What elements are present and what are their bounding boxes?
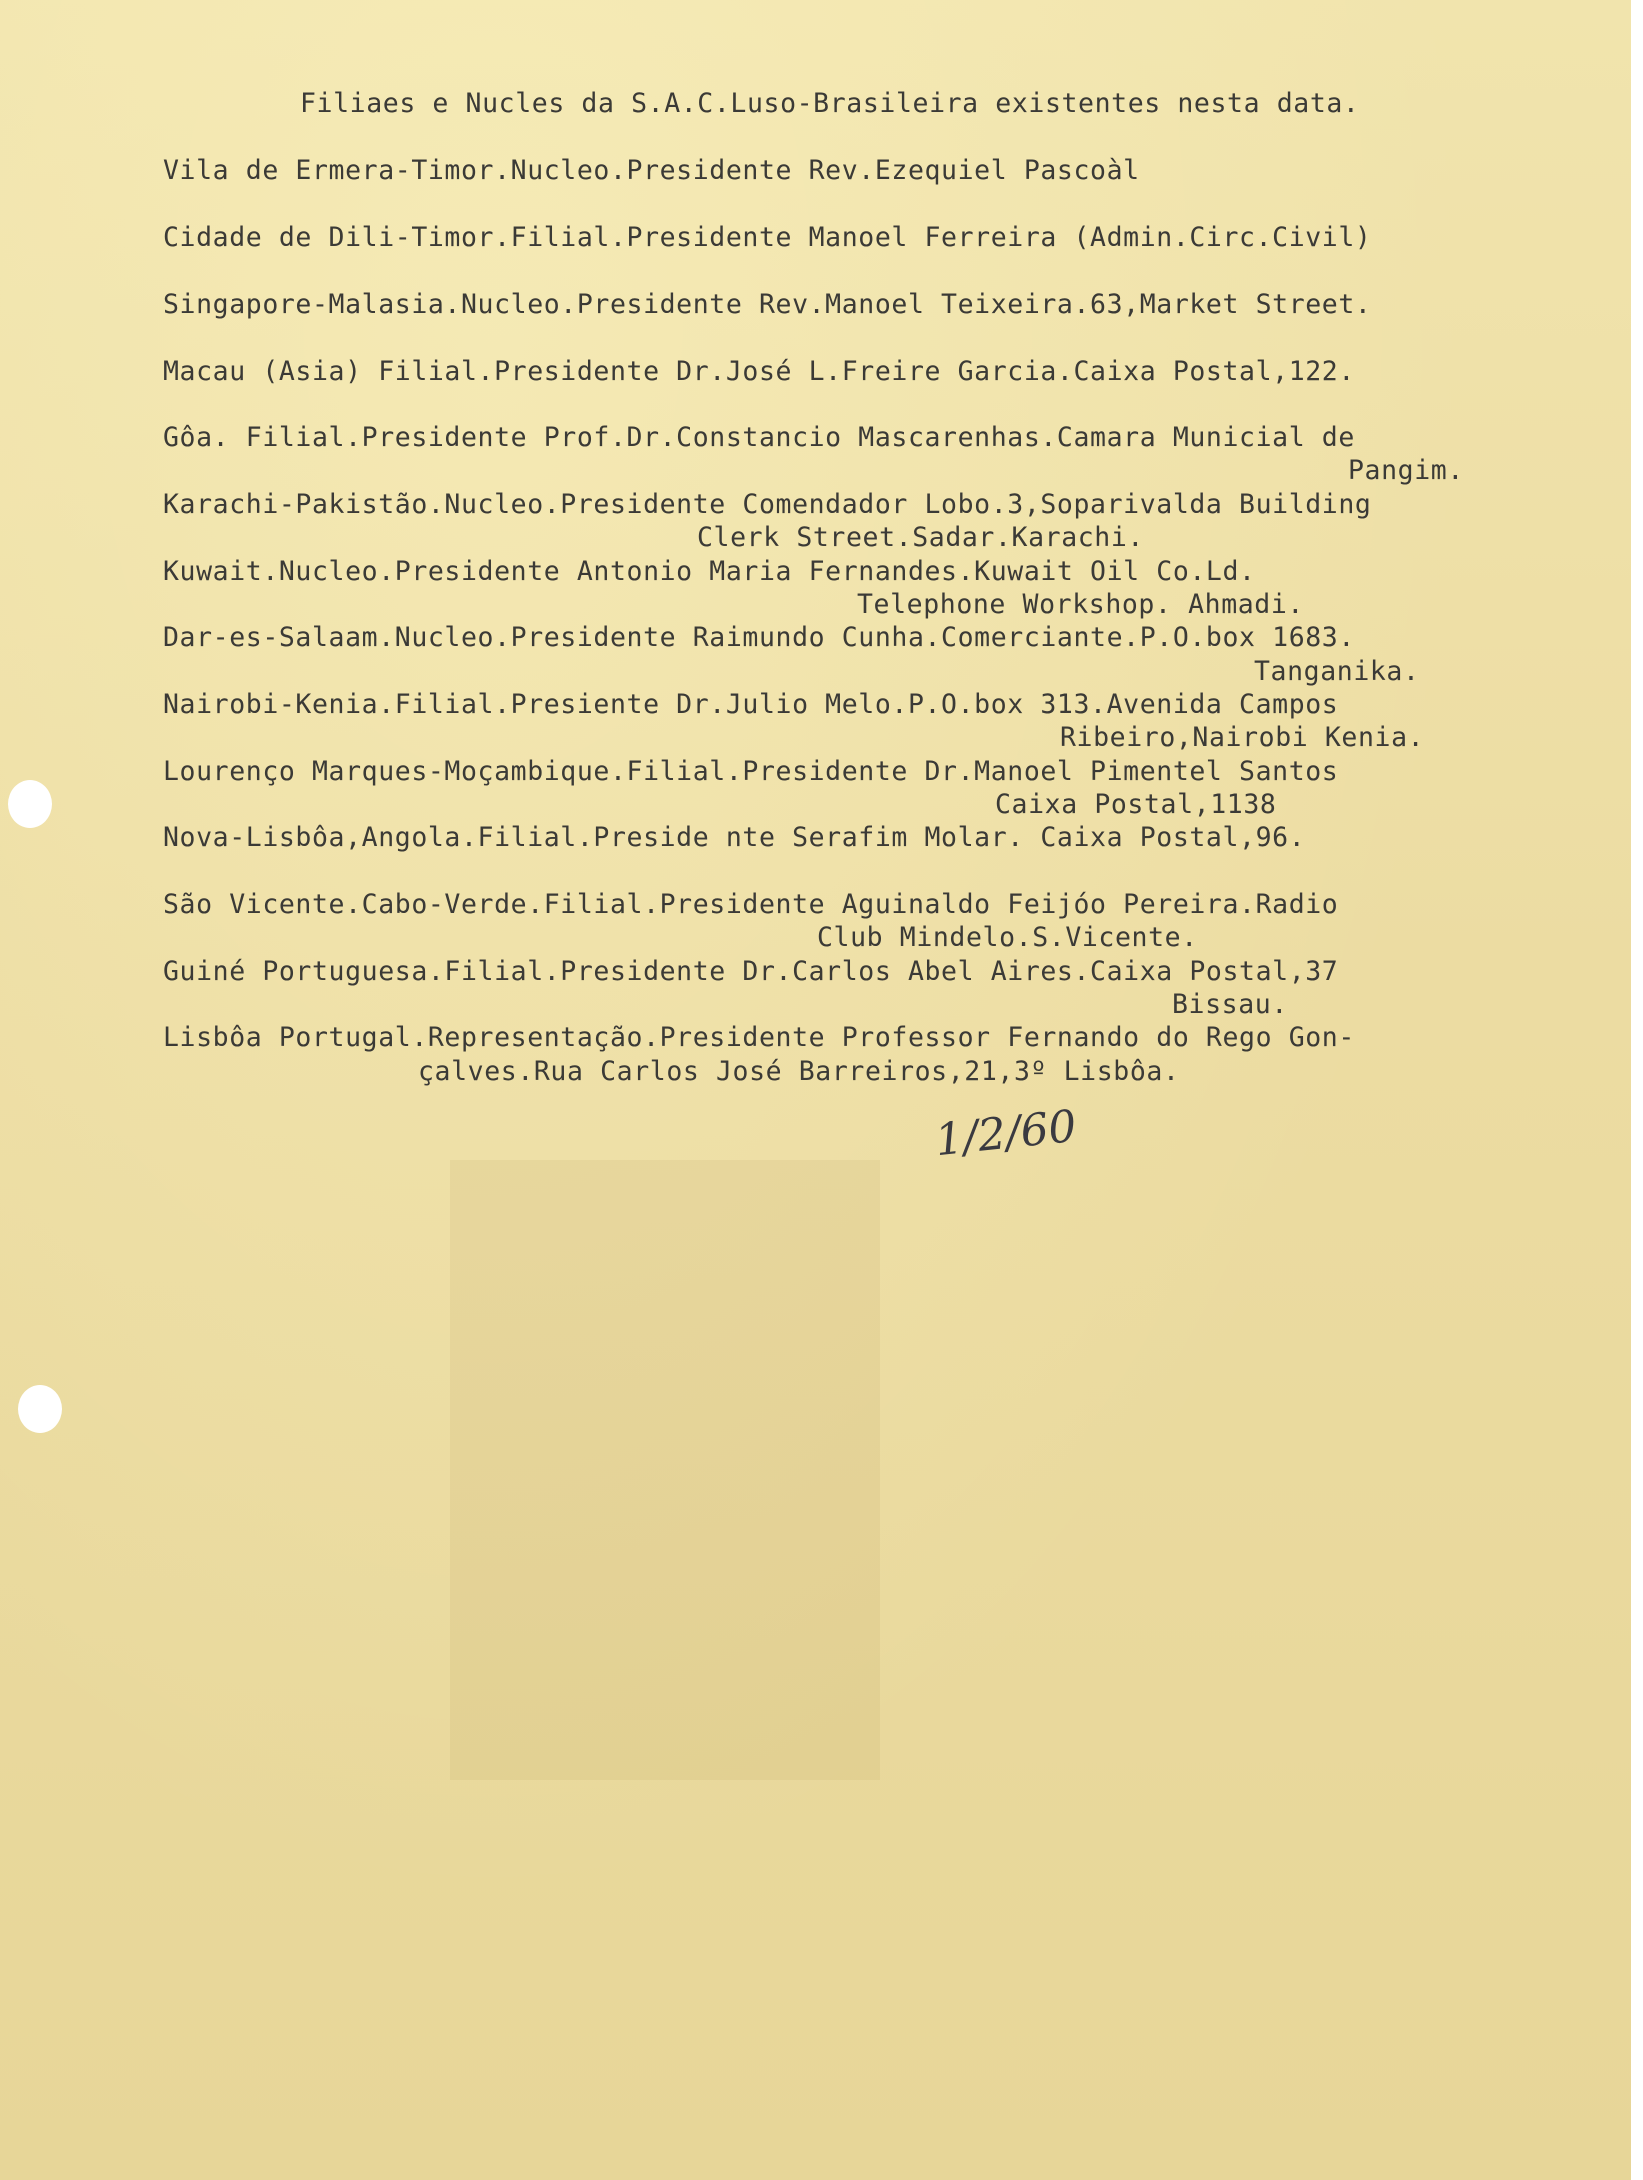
punch-hole-top (8, 780, 52, 828)
entry-goa-cont: Pangim. (1348, 455, 1464, 486)
entry-nairobi-cont: Ribeiro,Nairobi Kenia. (1060, 722, 1425, 753)
document-title: Filiaes e Nucles da S.A.C.Luso-Brasileira existentes nesta data. (300, 88, 1360, 119)
entry-kuwait-cont: Telephone Workshop. Ahmadi. (857, 589, 1304, 620)
entry-guine-cont: Bissau. (1172, 989, 1288, 1020)
torn-edge (1631, 0, 1643, 2180)
handwritten-date: 1/2/60 (932, 1100, 1079, 1167)
entry-macau: Macau (Asia) Filial.Presidente Dr.José L.Freire Garcia.Caixa Postal,122. (163, 356, 1355, 387)
entry-karachi-cont: Clerk Street.Sadar.Karachi. (697, 522, 1144, 553)
entry-lourenco-marques-cont: Caixa Postal,1138 (995, 789, 1277, 820)
entry-guine: Guiné Portuguesa.Filial.Presidente Dr.Carlos Abel Aires.Caixa Postal,37 (163, 956, 1339, 987)
entry-lourenco-marques: Lourenço Marques-Moçambique.Filial.Presidente Dr.Manoel Pimentel Santos (163, 756, 1339, 787)
entry-dar-es-salaam: Dar-es-Salaam.Nucleo.Presidente Raimundo Cunha.Comerciante.P.O.box 1683. (163, 622, 1355, 653)
entry-singapore: Singapore-Malasia.Nucleo.Presidente Rev.Manoel Teixeira.63,Market Street. (163, 289, 1372, 320)
entry-sao-vicente-cont: Club Mindelo.S.Vicente. (817, 922, 1198, 953)
entry-nova-lisboa: Nova-Lisbôa,Angola.Filial.Preside nte Serafim Molar. Caixa Postal,96. (163, 822, 1306, 853)
entry-karachi: Karachi-Pakistão.Nucleo.Presidente Comendador Lobo.3,Soparivalda Building (163, 489, 1372, 520)
punch-hole-bottom (18, 1385, 62, 1433)
entry-goa: Gôa. Filial.Presidente Prof.Dr.Constancio Mascarenhas.Camara Municial de (163, 422, 1355, 453)
entry-lisboa-cont: çalves.Rua Carlos José Barreiros,21,3º Lisbôa. (418, 1056, 1180, 1087)
entry-kuwait: Kuwait.Nucleo.Presidente Antonio Maria Fernandes.Kuwait Oil Co.Ld. (163, 556, 1256, 587)
paper-stain (450, 1160, 880, 1780)
entry-nairobi: Nairobi-Kenia.Filial.Presiente Dr.Julio Melo.P.O.box 313.Avenida Campos (163, 689, 1339, 720)
entry-dili: Cidade de Dili-Timor.Filial.Presidente Manoel Ferreira (Admin.Circ.Civil) (163, 222, 1372, 253)
entry-sao-vicente: São Vicente.Cabo-Verde.Filial.Presidente Aguinaldo Feijóo Pereira.Radio (163, 889, 1339, 920)
entry-ermera: Vila de Ermera-Timor.Nucleo.Presidente Rev.Ezequiel Pascoàl (163, 155, 1140, 186)
entry-dar-es-salaam-cont: Tanganika. (1254, 656, 1420, 687)
entry-lisboa: Lisbôa Portugal.Representação.Presidente Professor Fernando do Rego Gon- (163, 1022, 1355, 1053)
